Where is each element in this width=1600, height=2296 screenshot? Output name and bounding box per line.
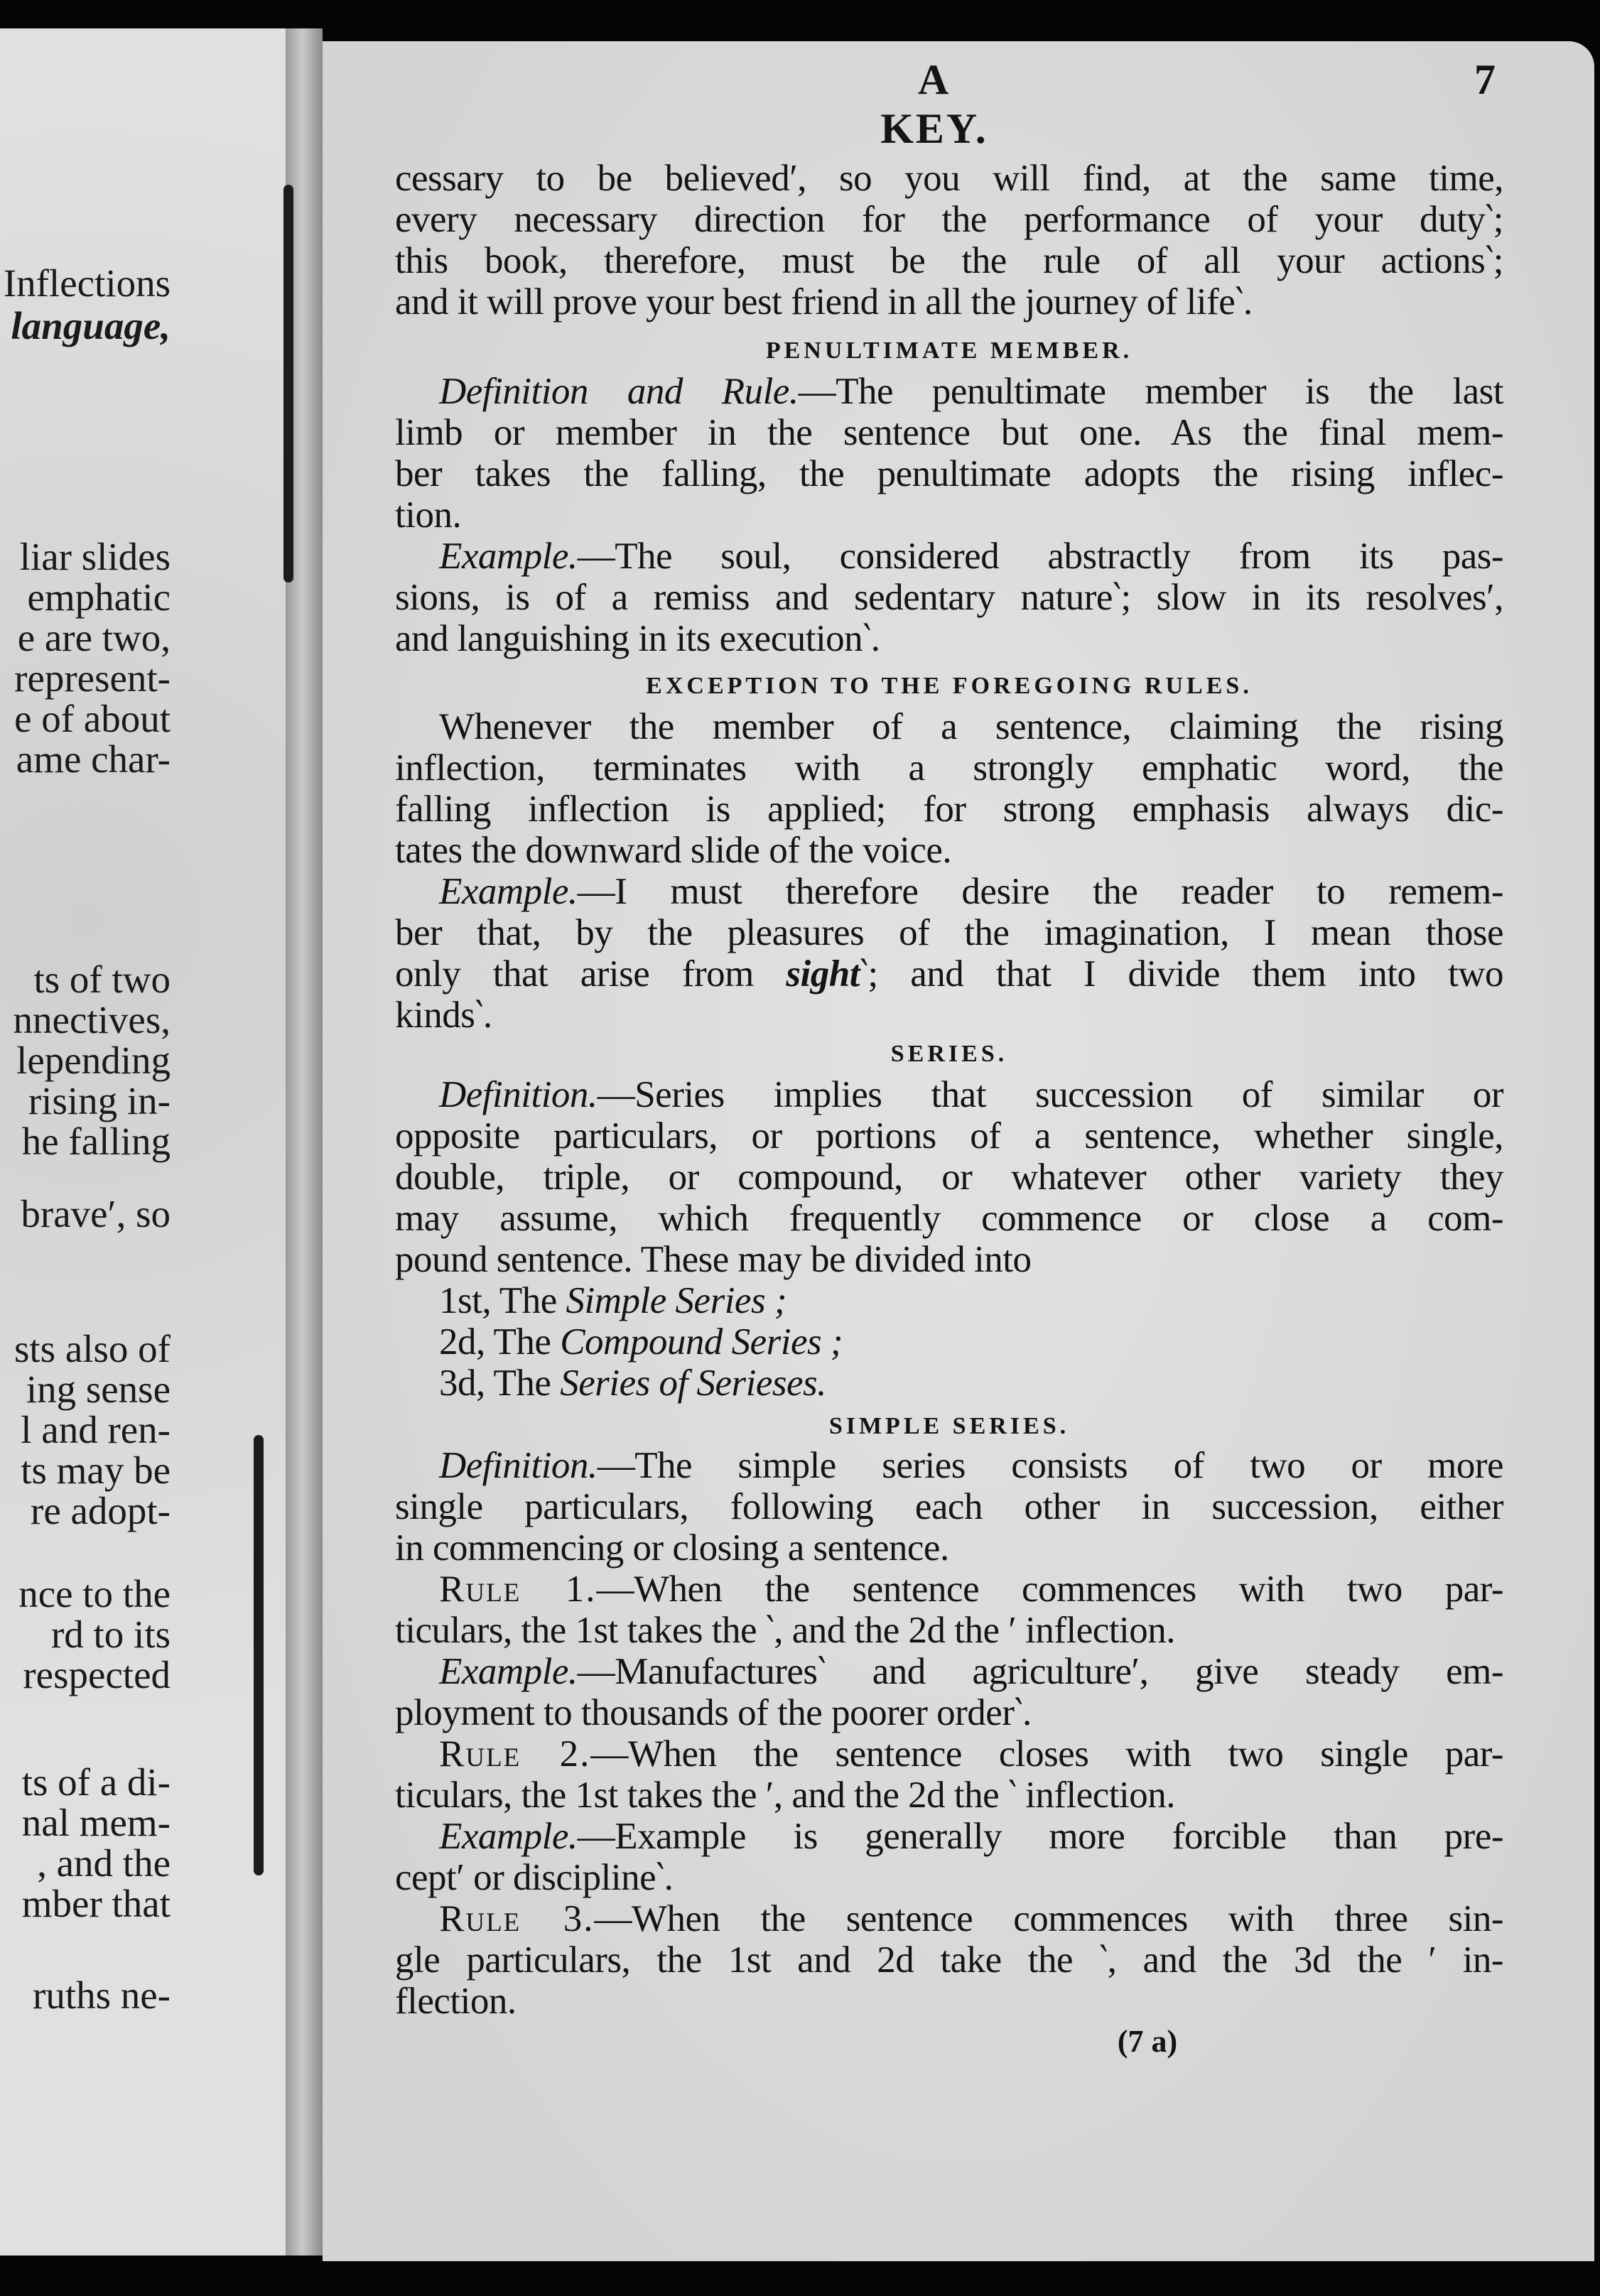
section-heading: SIMPLE SERIES. (828, 1413, 1070, 1439)
text-line (395, 1816, 1503, 1857)
left-page (0, 28, 286, 2256)
text-line (395, 1445, 1503, 1486)
text-line (395, 1074, 1503, 1115)
list-number: 3d, The (439, 1363, 561, 1404)
text-span: —Series implies that succession of similar or (597, 1074, 1503, 1115)
example-lead: Example. (439, 1651, 578, 1692)
list-number: 2d, The (439, 1321, 561, 1363)
left-page-line: he falling (21, 1120, 171, 1163)
text-line: ticulars, the 1st takes the ‵, and the 2d the ′ inflection. (395, 1610, 1175, 1651)
text-line: limb or member in the sentence but one. As the final mem- (395, 412, 1503, 453)
left-page-line: ame char- (16, 737, 171, 781)
list-item (439, 1363, 1292, 1404)
text-line: in commencing or closing a sentence. (395, 1527, 949, 1569)
rule-lead: Rule 2. (439, 1733, 591, 1775)
text-line (395, 1733, 1503, 1775)
text-span: only that arise from (395, 953, 787, 995)
text-line: ployment to thousands of the poorer order‵. (395, 1692, 1032, 1733)
left-page-line: l and ren- (21, 1408, 171, 1451)
text-line: sions, is of a remiss and sedentary nature‵; slow in its resolves′, (395, 577, 1503, 618)
left-page-line: ts may be (21, 1448, 171, 1492)
text-line: and it will prove your best friend in all the journey of life‵. (395, 281, 1253, 323)
text-line: kinds‵. (395, 995, 492, 1036)
text-span: —The simple series consists of two or more (597, 1445, 1503, 1486)
list-item (439, 1280, 1292, 1321)
text-line (395, 536, 1503, 577)
definition-lead: Definition. (439, 1445, 598, 1486)
text-line: and languishing in its execution‵. (395, 618, 880, 659)
text-line: this book, therefore, must be the rule of all your actions‵; (395, 240, 1503, 281)
text-span: —When the sentence commences with three sin- (594, 1898, 1503, 1939)
text-line: tion. (395, 494, 462, 536)
example-lead: Example. (439, 536, 578, 577)
left-page-line: lepending (16, 1039, 171, 1082)
definition-lead: Definition. (439, 1074, 598, 1115)
text-line: gle particulars, the 1st and 2d take the ‵, and the 3d the ′ in- (395, 1939, 1503, 1981)
page-number: 7 (1474, 56, 1496, 103)
text-line: ber that, by the pleasures of the imagination, I mean those (395, 912, 1503, 953)
text-line (395, 1569, 1503, 1610)
text-span: —The penultimate member is the last (798, 371, 1503, 412)
list-term: Compound Series ; (560, 1321, 843, 1363)
left-page-line: respected (23, 1653, 171, 1696)
rule-lead: Rule 1. (439, 1569, 597, 1610)
list-term: Series of Serieses. (560, 1363, 826, 1404)
text-line: may assume, which frequently commence or close a com- (395, 1198, 1503, 1239)
text-line: ber takes the falling, the penultimate adopts the rising inflec- (395, 453, 1503, 494)
text-line (395, 1898, 1503, 1939)
running-head: A KEY. (880, 56, 988, 152)
list-number: 1st, The (439, 1280, 566, 1321)
left-page-line: liar slides (19, 535, 171, 578)
text-line: flection. (395, 1981, 517, 2022)
emphasis-word: sight (786, 953, 860, 995)
left-page-line: nnectives, (13, 998, 171, 1041)
text-span: ‵; and that I divide them into two (859, 953, 1503, 995)
left-page-line: ts of a di- (21, 1760, 171, 1804)
rule-lead: Rule 3. (439, 1898, 595, 1939)
text-span: —Manufactures‵ and agriculture′, give steady em- (577, 1651, 1503, 1692)
list-item (439, 1321, 1292, 1363)
left-page-line: re adopt- (31, 1489, 171, 1532)
section-heading: SERIES. (890, 1041, 1008, 1067)
binding-thread (254, 1435, 264, 1875)
list-term: Simple Series ; (566, 1280, 787, 1321)
section-heading: EXCEPTION TO THE FOREGOING RULES. (646, 673, 1253, 699)
section-heading: PENULTIMATE MEMBER. (765, 337, 1133, 364)
text-line: single particulars, following each other in succession, either (395, 1486, 1503, 1527)
left-page-line: represent- (14, 656, 171, 700)
text-span: —When the sentence closes with two single par- (590, 1733, 1503, 1775)
left-page-line: ts of two (33, 958, 171, 1001)
text-span: —Example is generally more forcible than pre- (577, 1816, 1503, 1857)
left-page-line: language, (11, 304, 171, 347)
binding-thread (283, 185, 293, 583)
example-lead: Example. (439, 1816, 578, 1857)
text-line: opposite particulars, or portions of a sentence, whether single, (395, 1115, 1503, 1157)
definition-lead: Definition and Rule. (439, 371, 799, 412)
text-line: inflection, terminates with a strongly emphatic word, the (395, 747, 1503, 789)
left-page-line: , and the (37, 1841, 171, 1885)
left-page-line: Inflections (3, 261, 171, 305)
left-page-line: e of about (14, 697, 171, 740)
text-span: —When the sentence commences with two par- (596, 1569, 1503, 1610)
text-line: every necessary direction for the performance of your duty‵; (395, 199, 1503, 240)
text-line: double, triple, or compound, or whatever other variety they (395, 1157, 1503, 1198)
left-page-line: emphatic (27, 575, 171, 619)
text-line: cessary to be believed′, so you will find, at the same time, (395, 158, 1503, 199)
text-line: Whenever the member of a sentence, claiming the rising (439, 706, 1503, 747)
left-page-line: nal mem- (21, 1801, 171, 1844)
left-page-line: ing sense (26, 1368, 171, 1411)
text-line: tates the downward slide of the voice. (395, 830, 952, 871)
left-page-line: ruths ne- (33, 1973, 171, 2017)
left-page-line: rising in- (28, 1079, 171, 1122)
text-line: ticulars, the 1st takes the ′, and the 2d the ‵ inflection. (395, 1775, 1175, 1816)
text-line: falling inflection is applied; for strong emphasis always dic- (395, 789, 1503, 830)
example-lead: Example. (439, 871, 578, 912)
text-line: cept′ or discipline‵. (395, 1857, 674, 1898)
text-line: pound sentence. These may be divided into (395, 1239, 1032, 1280)
text-line (395, 953, 1503, 995)
left-page-line: brave′, so (21, 1192, 171, 1235)
text-span: —I must therefore desire the reader to remem- (577, 871, 1503, 912)
text-span: —The soul, considered abstractly from its pas- (577, 536, 1503, 577)
left-page-line: nce to the (18, 1572, 171, 1615)
left-page-line: mber that (21, 1882, 171, 1925)
signature-mark: (7 a) (1117, 2024, 1178, 2059)
text-line (395, 371, 1503, 412)
left-page-line: rd to its (50, 1613, 171, 1656)
left-page-line: e are two, (17, 616, 171, 659)
text-line (395, 1651, 1503, 1692)
left-page-line: sts also of (14, 1327, 171, 1370)
text-line (395, 871, 1503, 912)
